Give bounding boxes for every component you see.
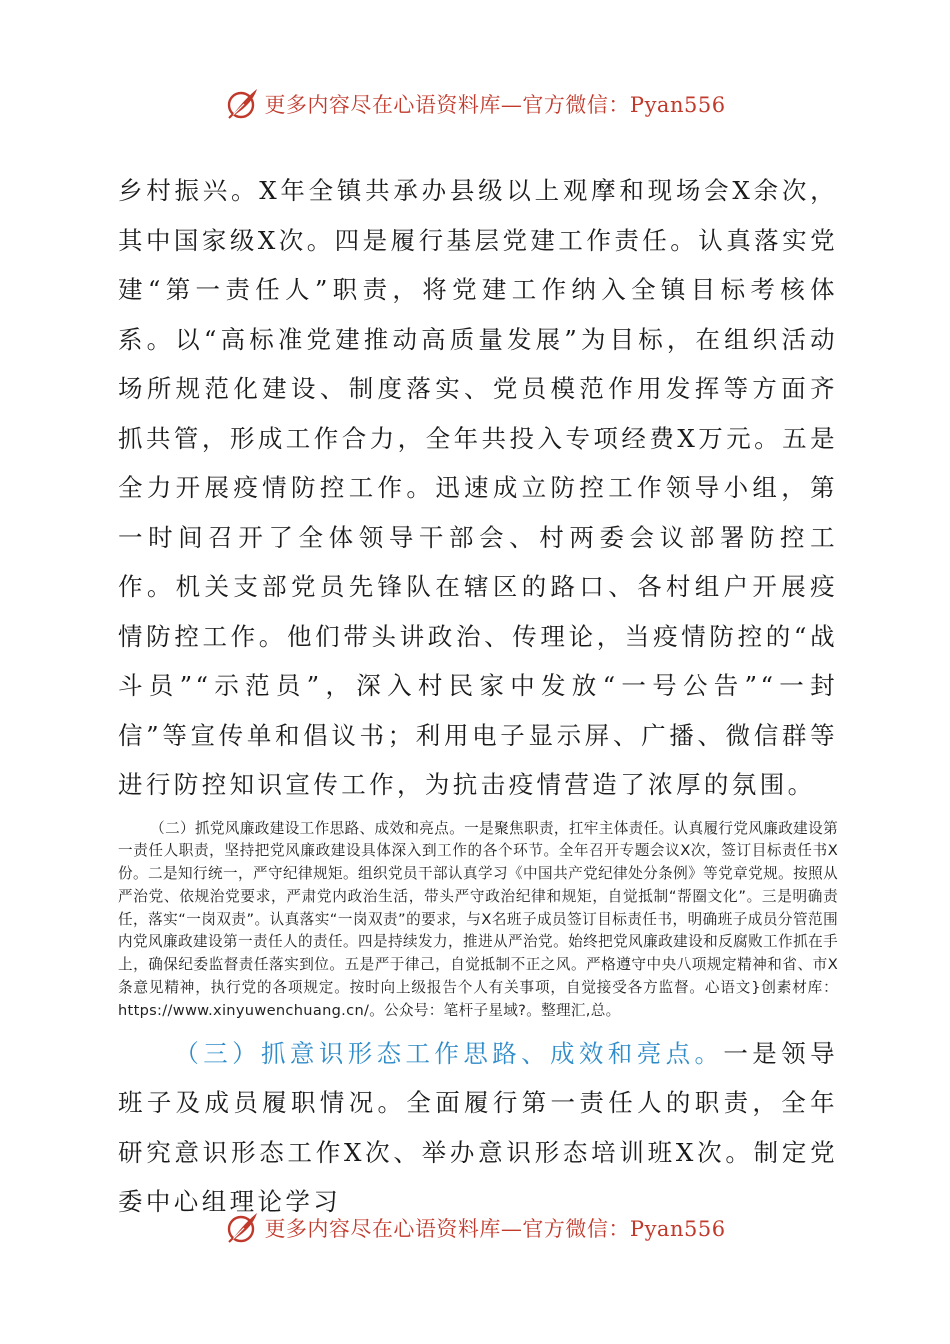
section-3-heading: （三）抓意识形态工作思路、成效和亮点。 — [174, 1038, 724, 1068]
header-banner — [0, 84, 950, 124]
paragraph-3-text: 一是领导班子及成员履职情况。全面履行第一责任人的职责，全年研究意识形态工作X次、举办意识形态培训班X次。制定党委中心组理论学习 — [118, 1038, 838, 1217]
paragraph-2: （二）抓党风廉政建设工作思路、成效和亮点。一是聚焦职责，扛牢主体责任。认真履行党风廉政建设第一责任人职责，坚持把党风廉政建设具体深入到工作的各个环节。全年召开专题会议X次，签订目标责任书X份。二是知行统一，严守纪律规矩。组织党员干部认真学习《中国共产党纪律处分条例》等党章党规。按照从严治党、依规治党要求，严肃党内政治生活，带头严守政治纪律和规矩，自觉抵制“帮圈文化”。三是明确责任，落实“一岗双责”。认真落实“一岗双责”的要求，与X名班子成员签订目标责任书，明确班子成员分管范围内党风廉政建设第一责任人的责任。四是持续发力，推进从严治党。始终把党风廉政建设和反腐败工作抓在手上，确保纪委监督责任落实到位。五是严于律己，自觉抵制不正之风。严格遵守中央八项规定精神和省、市X条意见精神，执行党的各项规定。按时向上级报告个人有关事项，自觉接受各方监督。心语文}创素材库：https://www.xinyuwenchuang.cn/。公众号：笔杆子星域?。整理汇,总。 — [118, 819, 838, 1019]
footer-banner-text: 更多内容尽在心语资料库—官方微信：Pyan556 — [264, 1217, 726, 1241]
paragraph-1: 乡村振兴。X年全镇共承办县级以上观摩和现场会X余次，其中国家级X次。四是履行基层党建工作责任。认真落实党建“第一责任人”职责，将党建工作纳入全镇目标考核体系。以“高标准党建推动高质量发展”为目标，在组织活动场所规范化建设、制度落实、党员模范作用发挥等方面齐抓共管，形成工作合力，全年共投入专项经费X万元。五是全力开展疫情防控工作。迅速成立防控工作领导小组，第一时间召开了全体领导干部会、村两委会议部署防控工作。机关支部党员先锋队在辖区的路口、各村组户开展疫情防控工作。他们带头讲政治、传理论，当疫情防控的“战斗员”“示范员”，深入村民家中发放“一号公告”“一封信”等宣传单和倡议书；利用电子显示屏、广播、微信群等进行防控知识宣传工作，为抗击疫情营造了浓厚的氛围。 — [118, 176, 838, 799]
paragraph-3 — [118, 1029, 838, 1227]
footer-banner — [0, 1208, 950, 1248]
quill-logo-icon — [224, 1210, 260, 1246]
document-body — [118, 166, 838, 1227]
quill-logo-icon — [224, 86, 260, 122]
header-banner-text: 更多内容尽在心语资料库—官方微信：Pyan556 — [264, 93, 726, 117]
